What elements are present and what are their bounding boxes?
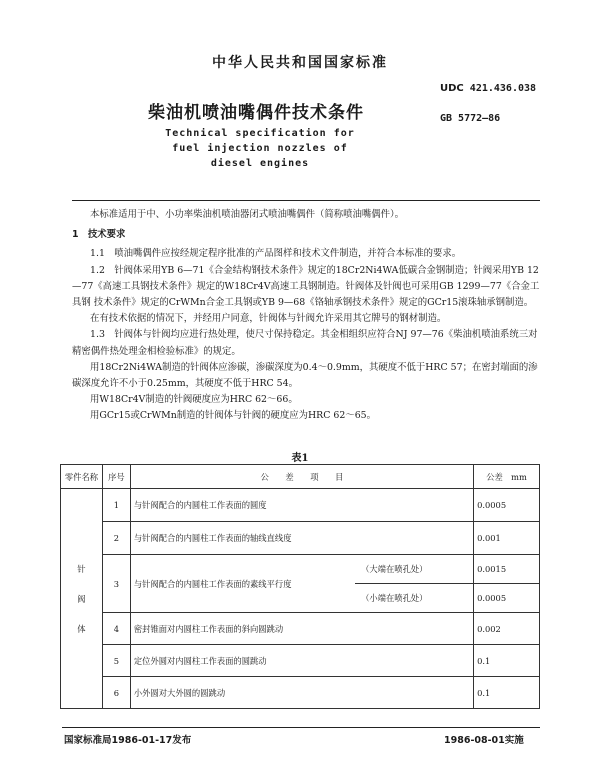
row-tolerance: 0.1	[474, 677, 540, 709]
clause-1-1: 1.1 喷油嘴偶件应按经规定程序批准的产品图样和技术文件制造，并符合本标准的要求。	[90, 248, 462, 260]
gb-number: GB 5772—86	[440, 113, 501, 124]
row-seq: 3	[102, 555, 130, 613]
udc-number: 421.436.038	[469, 83, 537, 94]
udc-code	[440, 83, 536, 94]
row-tolerance: 0.0005	[474, 489, 540, 522]
table-row	[61, 645, 540, 677]
row-item-split	[130, 555, 473, 613]
row-seq: 6	[102, 677, 130, 709]
row-item: 密封锥面对内圆柱工作表面的斜向圆跳动	[130, 613, 473, 645]
clause-1-3: 1.3 针阀体与针阀均应进行热处理，使尺寸保持稳定。其金相组织应符合NJ 97—76《柴油机喷油系统三对精密偶件热处理金相检验标准》的规定。	[72, 329, 538, 357]
header-item: 公 差 项 目	[130, 465, 473, 489]
section-1-heading: 1 技术要求	[72, 229, 126, 241]
table-row	[61, 555, 540, 584]
row-seq: 5	[102, 645, 130, 677]
row-tolerance: 0.0015	[474, 555, 540, 584]
document-title: 柴油机喷油嘴偶件技术条件	[148, 103, 364, 123]
clause-1-3-gcr15: 用GCr15或CrWMn制造的针阀体与针阀的硬度应为HRC 62～65。	[90, 410, 376, 422]
table-row	[61, 522, 540, 555]
row-item: 与针阀配合的内圆柱工作表面的素线平行度	[133, 578, 292, 589]
row-item: 与针阀配合的内圆柱工作表面的轴线直线度	[130, 522, 473, 555]
part-name-cell	[61, 489, 103, 709]
header-divider	[72, 200, 540, 201]
row-item: 定位外圆对内圆柱工作表面的圆跳动	[130, 645, 473, 677]
header-part-name: 零件名称	[61, 465, 103, 489]
table-row	[61, 677, 540, 709]
row-tolerance: 0.001	[474, 522, 540, 555]
clause-1-3-w18cr4v: 用W18Cr4V制造的针阀硬度应为HRC 62～66。	[90, 394, 298, 406]
clause-1-2-note: 在有技术依据的情况下，并经用户同意，针阀体与针阀允许采用其它牌号的钢材制造。	[90, 313, 447, 325]
clause-1-3-carburizing: 用18Cr2Ni4WA制造的针阀体应渗碳，渗碳深度为0.4～0.9mm，其硬度不低于HRC 57；在密封端面的渗碳深度允许不小于0.25mm，其硬度不低于HRC 54。	[72, 361, 538, 390]
footer-divider	[62, 727, 540, 728]
row-seq: 2	[102, 522, 130, 555]
english-title-line-3: diesel engines	[210, 158, 310, 169]
row-item: 与针阀配合的内圆柱工作表面的圆度	[130, 489, 473, 522]
row-seq: 1	[102, 489, 130, 522]
row-tolerance: 0.1	[474, 645, 540, 677]
effective-date: 1986-08-01实施	[444, 735, 524, 746]
table-header-row	[61, 465, 540, 489]
table-row	[61, 489, 540, 522]
row-seq: 4	[102, 613, 130, 645]
row-subnote: （大端在喷孔处）	[355, 555, 473, 584]
english-title-line-2: fuel injection nozzles of	[172, 143, 348, 154]
udc-label: UDC	[440, 83, 464, 94]
row-tolerance: 0.0005	[474, 584, 540, 613]
national-standard-title: 中华人民共和国国家标准	[212, 55, 388, 71]
body-text	[72, 207, 542, 425]
tolerance-table	[60, 464, 540, 709]
part-char-2: 阀	[77, 593, 86, 604]
table-caption: 表1	[291, 453, 309, 464]
issue-date: 国家标准局1986-01-17发布	[64, 735, 192, 746]
row-subnote: （小端在喷孔处）	[361, 593, 428, 603]
clause-1-2: 1.2 针阀体采用YB 6—71《合金结构钢技术条件》规定的18Cr2Ni4WA低碳合金钢制造；针阀采用YB 12—77《高速工具钢技术条件》规定的W18Cr4V高速工具钢制造。针阀体及针阀也可采用GB 1299—77《合金工具钢 技术条件》规定的CrWMn合金工具钢或YB 9—68《铬轴承钢技术条件》规定的GCr15滚珠轴承钢制造。	[72, 264, 540, 309]
english-title-line-1: Technical specification for	[165, 128, 355, 139]
header-tolerance: 公差 mm	[474, 465, 540, 489]
row-tolerance: 0.002	[474, 613, 540, 645]
part-char-1: 针	[77, 563, 86, 574]
header-seq: 序号	[102, 465, 130, 489]
row-item: 小外圆对大外圆的圆跳动	[130, 677, 473, 709]
part-char-3: 体	[77, 623, 86, 634]
table-row	[61, 613, 540, 645]
intro-paragraph: 本标准适用于中、小功率柴油机喷油器闭式喷油嘴偶件（简称喷油嘴偶件）。	[90, 209, 405, 220]
